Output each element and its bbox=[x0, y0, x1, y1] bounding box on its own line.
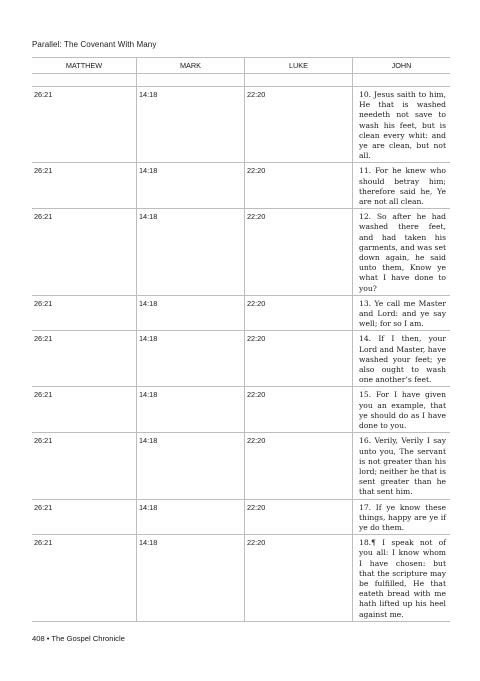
luke-reference-cell: 22:20 bbox=[245, 163, 353, 209]
john-verse-cell: 14. If I then, your Lord and Master, have washed your feet; ye also ought to wash one another’s feet. bbox=[353, 331, 451, 387]
column-header-john: JOHN bbox=[353, 58, 451, 74]
column-header-matthew: MATTHEW bbox=[32, 58, 137, 74]
mark-reference-cell: 14:18 bbox=[137, 209, 245, 296]
mark-reference-cell: 14:18 bbox=[137, 499, 245, 535]
john-verse-cell: 16. Verily, Verily I say unto you, The servant is not greater than his lord; neither he that is sent greater than he that sent him. bbox=[353, 433, 451, 499]
luke-reference-cell: 22:20 bbox=[245, 87, 353, 163]
matthew-reference-cell: 26:21 bbox=[32, 295, 137, 331]
table-row bbox=[32, 387, 450, 433]
column-header-mark: MARK bbox=[137, 58, 245, 74]
matthew-reference-cell: 26:21 bbox=[32, 331, 137, 387]
luke-reference-cell: 22:20 bbox=[245, 387, 353, 433]
mark-reference-cell: 14:18 bbox=[137, 87, 245, 163]
luke-reference-cell: 22:20 bbox=[245, 433, 353, 499]
table-row bbox=[32, 535, 450, 622]
table-row bbox=[32, 499, 450, 535]
table-header-row bbox=[32, 58, 450, 74]
page-footer: 408 • The Gospel Chronicle bbox=[32, 634, 125, 643]
parallel-table bbox=[32, 57, 450, 622]
spacer-row bbox=[32, 74, 450, 87]
table-row bbox=[32, 209, 450, 296]
john-verse-cell: 18.¶ I speak not of you all: I know whom I have chosen: but that the scripture may be fulfilled, He that eateth bread with me hath lifted up his heel against me. bbox=[353, 535, 451, 622]
john-verse-cell: 15. For I have given you an example, that ye should do as I have done to you. bbox=[353, 387, 451, 433]
matthew-reference-cell: 26:21 bbox=[32, 163, 137, 209]
table-row bbox=[32, 433, 450, 499]
table-row bbox=[32, 87, 450, 163]
matthew-reference-cell: 26:21 bbox=[32, 433, 137, 499]
matthew-reference-cell: 26:21 bbox=[32, 209, 137, 296]
john-verse-cell: 13. Ye call me Master and Lord: and ye say well; for so I am. bbox=[353, 295, 451, 331]
john-verse-cell: 17. If ye know these things, happy are ye if ye do them. bbox=[353, 499, 451, 535]
luke-reference-cell: 22:20 bbox=[245, 499, 353, 535]
column-header-luke: LUKE bbox=[245, 58, 353, 74]
mark-reference-cell: 14:18 bbox=[137, 295, 245, 331]
matthew-reference-cell: 26:21 bbox=[32, 535, 137, 622]
table-row bbox=[32, 331, 450, 387]
mark-reference-cell: 14:18 bbox=[137, 433, 245, 499]
mark-reference-cell: 14:18 bbox=[137, 387, 245, 433]
john-verse-cell: 10. Jesus saith to him, He that is washed needeth not save to wash his feet, but is clean every whit: and ye are clean, but not all. bbox=[353, 87, 451, 163]
luke-reference-cell: 22:20 bbox=[245, 209, 353, 296]
table-row bbox=[32, 295, 450, 331]
mark-reference-cell: 14:18 bbox=[137, 535, 245, 622]
table-row bbox=[32, 163, 450, 209]
john-verse-cell: 12. So after he had washed there feet, and had taken his garments, and was set down again, he said unto them, Know ye what I have done to you? bbox=[353, 209, 451, 296]
matthew-reference-cell: 26:21 bbox=[32, 387, 137, 433]
mark-reference-cell: 14:18 bbox=[137, 331, 245, 387]
matthew-reference-cell: 26:21 bbox=[32, 499, 137, 535]
mark-reference-cell: 14:18 bbox=[137, 163, 245, 209]
john-verse-cell: 11. For he knew who should betray him; therefore said he, Ye are not all clean. bbox=[353, 163, 451, 209]
table-body bbox=[32, 74, 450, 622]
matthew-reference-cell: 26:21 bbox=[32, 87, 137, 163]
luke-reference-cell: 22:20 bbox=[245, 535, 353, 622]
luke-reference-cell: 22:20 bbox=[245, 331, 353, 387]
luke-reference-cell: 22:20 bbox=[245, 295, 353, 331]
page-title: Parallel: The Covenant With Many bbox=[32, 40, 157, 49]
